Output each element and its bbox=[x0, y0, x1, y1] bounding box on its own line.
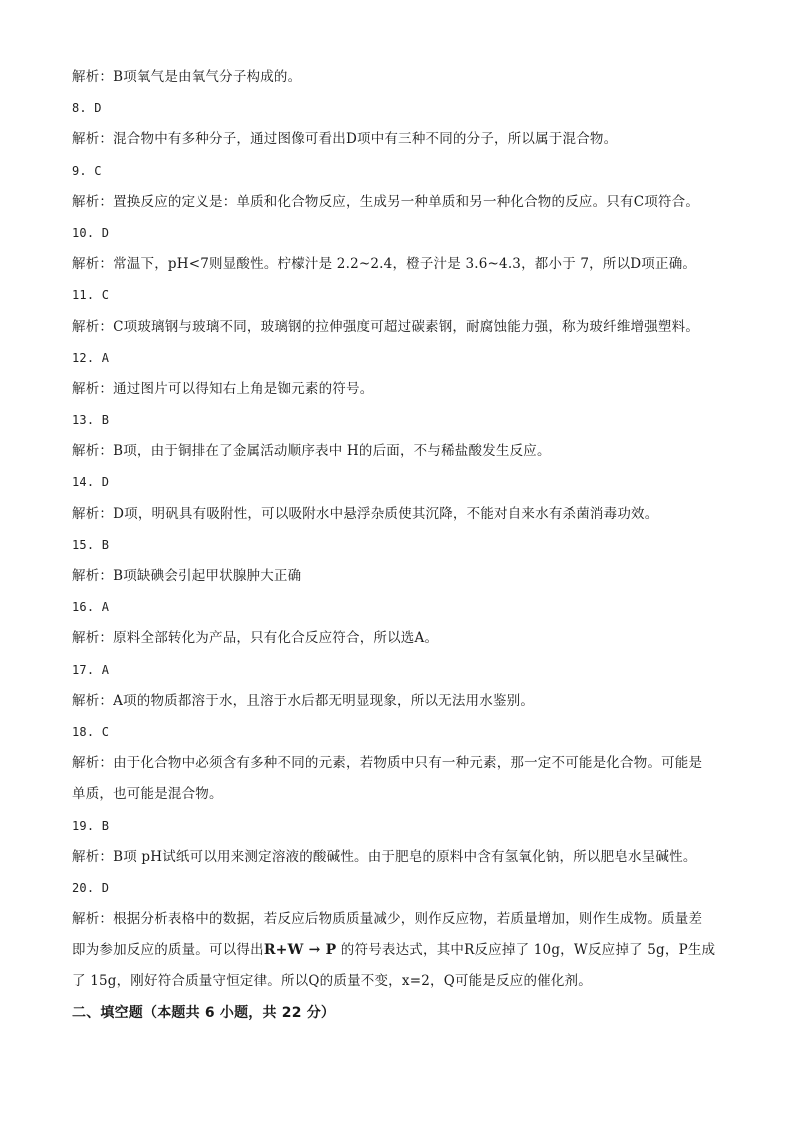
analysis-text: 解析：C项玻璃钢与玻璃不同，玻璃钢的拉伸强度可超过碳素钢，耐腐蚀能力强，称为玻纤维增强塑料。 bbox=[72, 318, 700, 335]
analysis-text: 解析：B项，由于铜排在了金属活动顺序表中 H的后面，不与稀盐酸发生反应。 bbox=[72, 443, 551, 460]
analysis-text: 解析：根据分析表格中的数据，若反应后物质质量减少，则作反应物，若质量增加，则作生成物。质量差 bbox=[72, 911, 703, 928]
answer-number: 16. A bbox=[72, 600, 110, 615]
answer-number: 12. A bbox=[72, 350, 110, 365]
symbol-equation: R+W → P bbox=[263, 942, 337, 959]
answer-number: 11. C bbox=[72, 288, 110, 303]
analysis-text: 解析：常温下，pH<7则显酸性。柠檬汁是 2.2~2.4，橙子汁是 3.6~4.3，都小于 7，所以D项正确。 bbox=[72, 256, 697, 273]
equation-line-before: 即为参加反应的质量。可以得出 bbox=[72, 942, 264, 959]
analysis-text: 解析：B项 pH试纸可以用来测定溶液的酸碱性。由于肥皂的原料中含有氢氧化钠，所以肥皂水呈碱性。 bbox=[72, 848, 697, 865]
analysis-text: 解析：混合物中有多种分子，通过图像可看出D项中有三种不同的分子，所以属于混合物。 bbox=[72, 131, 618, 148]
analysis-text: 解析：由于化合物中必须含有多种不同的元素，若物质中只有一种元素，那一定不可能是化合物。可能是 bbox=[72, 755, 703, 772]
equation-line bbox=[72, 935, 732, 966]
answer-number: 20. D bbox=[72, 880, 110, 895]
analysis-lines bbox=[72, 62, 732, 935]
analysis-text: 解析：通过图片可以得知右上角是铷元素的符号。 bbox=[72, 380, 374, 397]
answer-number: 13. B bbox=[72, 413, 110, 428]
analysis-lines-tail bbox=[72, 966, 732, 1028]
analysis-text: 解析：B项缺碘会引起甲状腺肿大正确 bbox=[72, 568, 302, 584]
answer-number: 14. D bbox=[72, 475, 110, 490]
answer-number: 9. C bbox=[72, 163, 102, 178]
analysis-text: 解析：D项，明矾具有吸附性，可以吸附水中悬浮杂质使其沉降，不能对自来水有杀菌消毒功效。 bbox=[72, 505, 659, 522]
answer-number: 19. B bbox=[72, 818, 110, 833]
analysis-text: 了 15g，刚好符合质量守恒定律。所以Q的质量不变，x=2，Q可能是反应的催化剂。 bbox=[72, 973, 592, 990]
analysis-text: 解析：置换反应的定义是：单质和化合物反应，生成另一种单质和另一种化合物的反应。只有C项符合。 bbox=[72, 193, 700, 210]
answer-number: 17. A bbox=[72, 662, 110, 677]
equation-line-after: 的符号表达式，其中R反应掉了 10g，W反应掉了 5g，P生成 bbox=[336, 942, 716, 959]
analysis-text: 解析：A项的物质都溶于水，且溶于水后都无明显现象，所以无法用水鉴别。 bbox=[72, 692, 535, 709]
answer-number: 8. D bbox=[72, 101, 102, 116]
answer-number: 15. B bbox=[72, 537, 110, 552]
analysis-text: 解析：原料全部转化为产品，只有化合反应符合，所以选A。 bbox=[72, 630, 439, 647]
analysis-text: 单质，也可能是混合物。 bbox=[72, 786, 223, 803]
analysis-text: 解析：B项氧气是由氧气分子构成的。 bbox=[72, 69, 302, 85]
answer-key-page bbox=[72, 62, 732, 1029]
answer-number: 18. C bbox=[72, 724, 110, 739]
section-heading: 二、填空题（本题共 6 小题，共 22 分） bbox=[72, 1004, 336, 1021]
answer-number: 10. D bbox=[72, 225, 110, 240]
